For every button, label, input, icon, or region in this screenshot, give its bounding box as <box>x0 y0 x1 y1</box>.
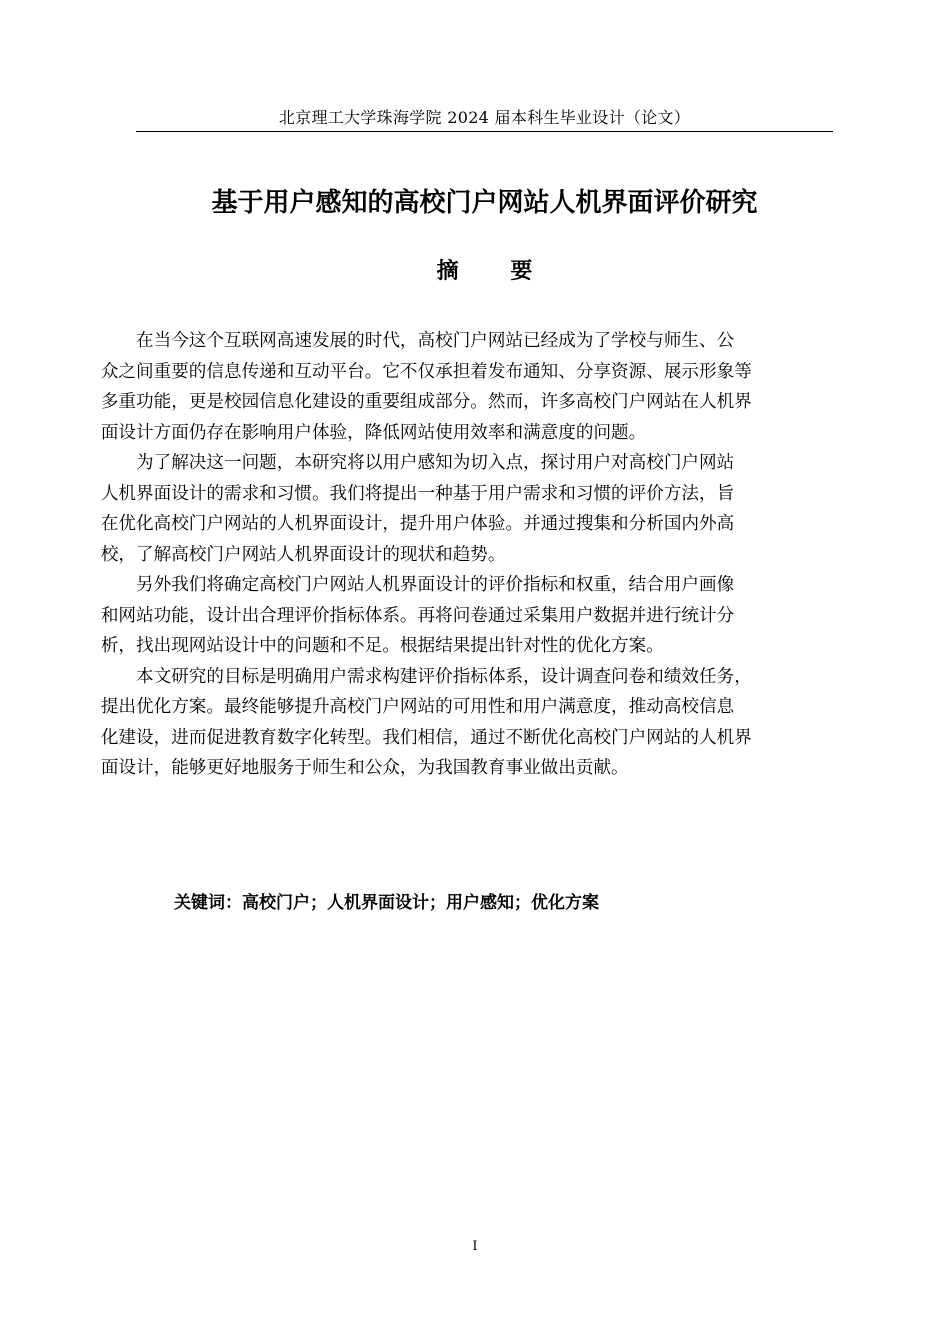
paragraph-line: 在当今这个互联网高速发展的时代，高校门户网站已经成为了学校与师生、公 <box>136 331 735 351</box>
keywords: 关键词：高校门户；人机界面设计；用户感知；优化方案 <box>174 893 599 913</box>
abstract-heading: 摘 要 <box>436 259 555 284</box>
abstract-paragraph-3 <box>100 570 833 662</box>
paragraph-line: 另外我们将确定高校门户网站人机界面设计的评价指标和权重，结合用户画像 <box>136 575 735 595</box>
paragraph-line: 众之间重要的信息传递和互动平台。它不仅承担着发布通知、分享资源、展示形象等 <box>100 361 752 382</box>
paragraph-line: 和网站功能，设计出合理评价指标体系。再将问卷通过采集用户数据并进行统计分 <box>100 605 735 626</box>
paragraph-line: 人机界面设计的需求和习惯。我们将提出一种基于用户需求和习惯的评价方法，旨 <box>100 483 735 504</box>
paper-title: 基于用户感知的高校门户网站人机界面评价研究 <box>211 188 758 218</box>
paragraph-line: 提出优化方案。最终能够提升高校门户网站的可用性和用户满意度，推动高校信息 <box>100 697 735 717</box>
paragraph-line: 为了解决这一问题，本研究将以用户感知为切入点，探讨用户对高校门户网站 <box>136 453 735 473</box>
abstract-body <box>100 326 833 784</box>
header-rule <box>136 131 833 132</box>
paragraph-line: 面设计，能够更好地服务于师生和公众，为我国教育事业做出贡献。 <box>100 758 629 778</box>
paragraph-line: 多重功能，更是校园信息化建设的重要组成部分。然而，许多高校门户网站在人机界 <box>100 392 752 412</box>
paragraph-line: 在优化高校门户网站的人机界面设计，提升用户体验。并通过搜集和分析国内外高 <box>100 514 735 534</box>
paragraph-line: 面设计方面仍存在影响用户体验，降低网站使用效率和满意度的问题。 <box>100 422 647 443</box>
page-number: I <box>472 1239 478 1254</box>
paragraph-line: 校，了解高校门户网站人机界面设计的现状和趋势。 <box>100 544 506 565</box>
paragraph-line: 析，找出现网站设计中的问题和不足。根据结果提出针对性的优化方案。 <box>100 636 664 656</box>
paragraph-line: 本文研究的目标是明确用户需求构建评价指标体系，设计调查问卷和绩效任务， <box>136 666 752 687</box>
abstract-paragraph-2 <box>100 448 833 570</box>
paragraph-line: 化建设，进而促进教育数字化转型。我们相信，通过不断优化高校门户网站的人机界 <box>100 727 752 748</box>
abstract-paragraph-4 <box>100 662 833 784</box>
abstract-paragraph-1 <box>100 326 833 448</box>
running-header: 北京理工大学珠海学院 2024 届本科生毕业设计（论文） <box>278 108 691 127</box>
